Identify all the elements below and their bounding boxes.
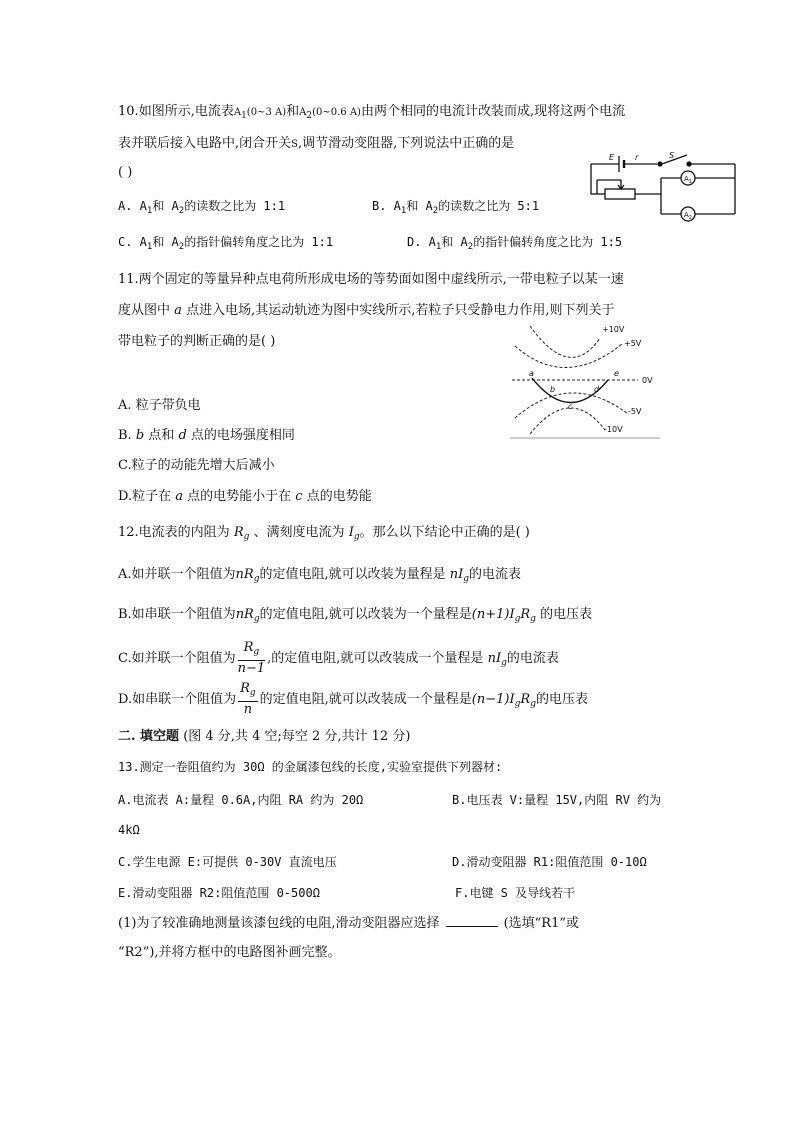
circuit-label-a1: $A_1$ bbox=[684, 175, 692, 185]
circuit-label-a2: $A_2$ bbox=[684, 211, 692, 221]
q13-item-d: D.滑动变阻器 R1:阻值范围 0-10Ω bbox=[452, 855, 647, 869]
answer-blank-rheostat[interactable] bbox=[446, 914, 498, 927]
q10-option-a: A. $A_1$和 $A_2$的读数之比为 1:1 bbox=[118, 199, 286, 216]
q12-option-a: A.如并联一个阻值为$nR_g$的定值电阻,就可以改装为量程是 $nI_g$的电流表 bbox=[118, 567, 522, 584]
label-minus5v: -5V bbox=[628, 407, 642, 416]
q10-answer-paren: ( ) bbox=[118, 165, 133, 180]
q10-circuit-diagram bbox=[585, 150, 740, 230]
fraction-rg-over-n-minus-1: $\frac{R_g}{n-1}$ bbox=[237, 640, 266, 676]
q10-option-b: B. $A_1$和 $A_2$的读数之比为 5:1 bbox=[372, 199, 540, 216]
q13-stem: 13.测定一卷阻值约为 30Ω 的金属漆包线的长度,实验室提供下列器材: bbox=[118, 760, 503, 774]
label-plus5v: +5V bbox=[624, 339, 642, 348]
q11-line-3: 带电粒子的判断正确的是( ) bbox=[118, 334, 276, 349]
q10-option-d: D. $A_1$和 $A_2$的指针偏转角度之比为 1:5 bbox=[407, 235, 623, 252]
label-plus10v: +10V bbox=[602, 325, 625, 334]
q13-sub1: (1)为了较准确地测量该漆包线的电阻,滑动变阻器应选择 (选填“R1”或 bbox=[118, 916, 579, 931]
label-point-d: d bbox=[594, 385, 600, 394]
q10-line-2: 表并联后接入电路中,闭合开关S,调节滑动变阻器,下列说法中正确的是 bbox=[118, 136, 515, 151]
circuit-label-e: E bbox=[609, 153, 615, 162]
q12-stem: 12.电流表的内阻为 $R_g$ 、满刻度电流为 $I_g$。那么以下结论中正确的是( ) bbox=[118, 525, 530, 542]
q13-item-e: E.滑动变阻器 R2:阻值范围 0-500Ω bbox=[118, 886, 320, 900]
q13-item-f: F.电键 S 及导线若干 bbox=[455, 886, 576, 900]
q13-item-a: A.电流表 A:量程 0.6A,内阻 RA 约为 20Ω bbox=[118, 793, 364, 807]
q11-option-d: D.粒子在 a 点的电势能小于在 c 点的电势能 bbox=[118, 489, 372, 504]
q11-equipotential-diagram bbox=[510, 322, 660, 440]
label-point-a: a bbox=[529, 369, 534, 378]
circuit-label-s: S bbox=[669, 151, 675, 160]
q13-item-b: B.电压表 V:量程 15V,内阻 RV 约为 bbox=[452, 793, 662, 807]
q11-option-a: A. 粒子带负电 bbox=[118, 398, 201, 413]
label-minus10v: -10V bbox=[604, 425, 623, 434]
label-point-c: c bbox=[568, 402, 573, 411]
q13-item-c: C.学生电源 E:可提供 0-30V 直流电压 bbox=[118, 855, 337, 869]
fraction-rg-over-n: $\frac{R_g}{n}$ bbox=[240, 681, 256, 717]
circuit-label-r: r bbox=[635, 153, 639, 162]
q11-line-2: 度从图中 a 点进入电场,其运动轨迹为图中实线所示,若粒子只受静电力作用,则下列关于 bbox=[118, 303, 615, 318]
equipotential-minus10 bbox=[530, 408, 605, 434]
q10-line-1: 10.如图所示,电流表$A_1(0\sim 3$ A)和$A_2(0\sim 0.6$ A)由两个相同的电流计改装而成,现将这两个电流 bbox=[118, 104, 626, 121]
q12-option-d: D.如串联一个阻值为 $\frac{R_g}{n}$ 的定值电阻,就可以改装成一个量程是$(n-1)I_gR_g$的电压表 bbox=[118, 681, 588, 717]
section-2-heading: 二. 填空题 (图 4 分,共 4 空;每空 2 分,共计 12 分) bbox=[118, 729, 411, 744]
label-point-e: e bbox=[614, 369, 619, 378]
label-0v: 0V bbox=[642, 376, 653, 385]
q11-option-c: C.粒子的动能先增大后减小 bbox=[118, 458, 275, 473]
q11-line-1: 11.两个固定的等量异种点电荷所形成电场的等势面如图中虚线所示,一带电粒子以某一速 bbox=[118, 272, 624, 287]
q13-sub1-cont: “R2”),并将方框中的电路图补画完整。 bbox=[118, 945, 341, 960]
label-point-b: b bbox=[550, 385, 556, 394]
q13-item-b-cont: 4kΩ bbox=[118, 823, 140, 837]
q12-option-b: B.如串联一个阻值为$nR_g$的定值电阻,就可以改装为一个量程是$(n+1)I_gR_g$ 的电压表 bbox=[118, 607, 593, 624]
equipotential-plus5 bbox=[515, 344, 622, 368]
q11-option-b: B. b 点和 d 点的电场强度相同 bbox=[118, 428, 295, 443]
q12-option-c: C.如并联一个阻值为 $\frac{R_g}{n-1}$ ,的定值电阻,就可以改装成一个量程是 $nI_g$的电流表 bbox=[118, 640, 559, 676]
equipotential-plus10 bbox=[530, 326, 600, 357]
q10-option-c: C. $A_1$和 $A_2$的指针偏转角度之比为 1:1 bbox=[118, 235, 334, 252]
